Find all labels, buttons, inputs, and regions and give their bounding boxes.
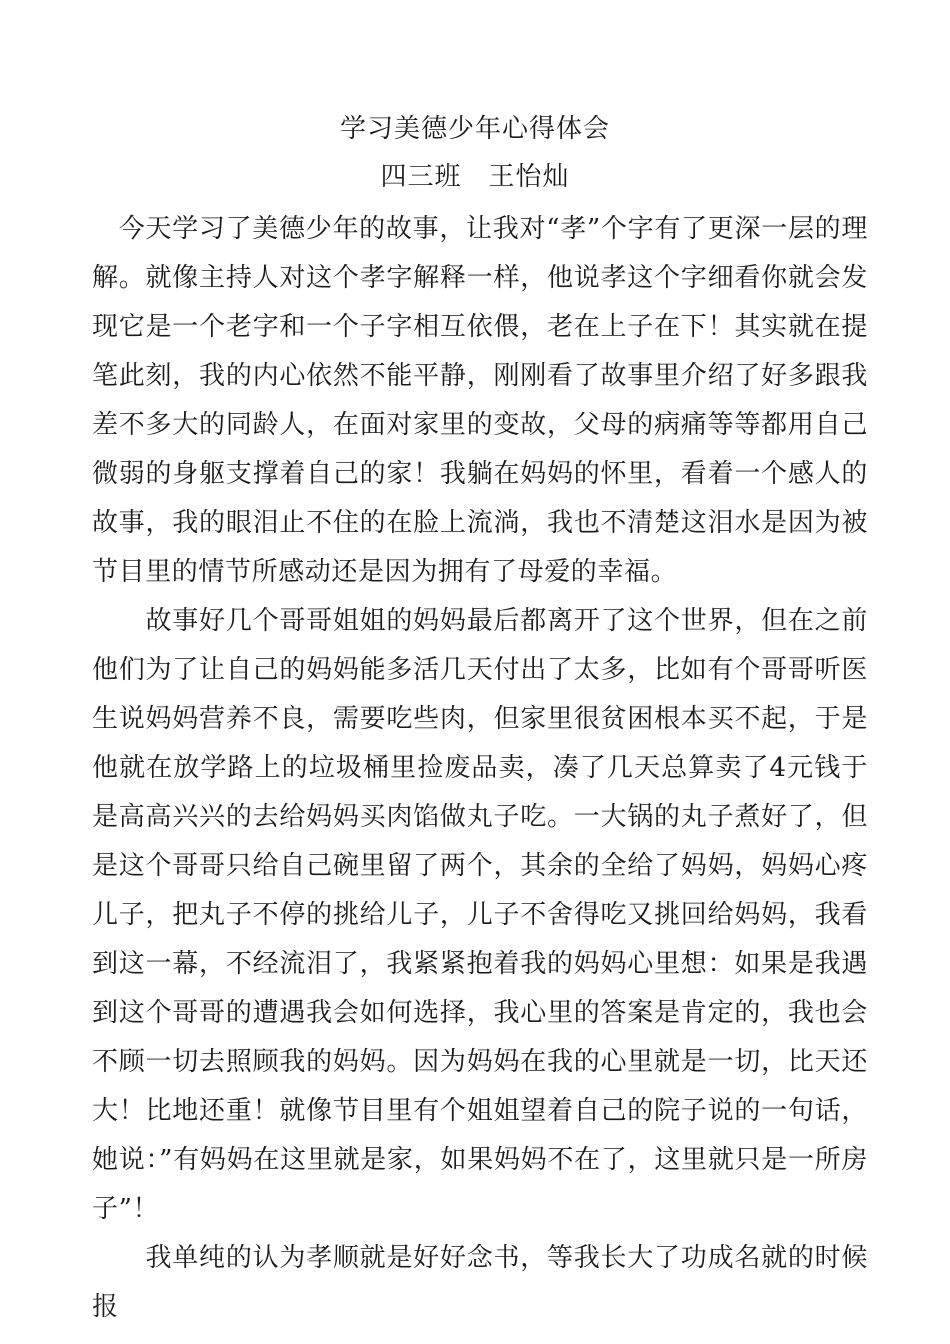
document-title: 学习美德少年心得体会 xyxy=(339,114,610,144)
paragraph-1: 今天学习了美德少年的故事，让我对“孝”个字有了更深一层的理解。就像主持人对这个孝字解释一样，他说孝这个字细看你就会发现它是一个老字和一个子字相互依偎，老在上子在下！其实就在提笔此刻，我的内心依然不能平静，刚刚看了故事里介绍了好多跟我差不多大的同龄人，在面对家里的变故，父母的病痛等等都用自己微弱的身躯支撑着自己的家！我躺在妈妈的怀里，看着一个感人的故事，我的眼泪止不住的在脸上流淌，我也不清楚这泪水是因为被节目里的情节所感动还是因为拥有了母爱的幸福。 xyxy=(92,214,868,587)
paragraph-2: 故事好几个哥哥姐姐的妈妈最后都离开了这个世界，但在之前他们为了让自己的妈妈能多活几天付出了太多，比如有个哥哥听医生说妈妈营养不良，需要吃些肉，但家里很贫困根本买不起，于是他就在放学路上的垃圾桶里捡废品卖，凑了几天总算卖了4元钱于是高高兴兴的去给妈妈买肉馅做丸子吃。一大锅的丸子煮好了，但是这个哥哥只给自己碗里留了两个，其余的全给了妈妈，妈妈心疼儿子，把丸子不停的挑给儿子，儿子不舍得吃又挑回给妈妈，我看到这一幕，不经流泪了，我紧紧抱着我的妈妈心里想：如果是我遇到这个哥哥的遭遇我会如何选择，我心里的答案是肯定的，我也会不顾一切去照顾我的妈妈。因为妈妈在我的心里就是一切，比天还大！比地还重！就像节目里有个姐姐望着自己的院子说的一句话，她说：”有妈妈在这里就是家，如果妈妈不在了，这里就只是一所房子”！ xyxy=(92,606,868,1224)
document-body xyxy=(92,205,868,1332)
author-byline: 四三班 王怡灿 xyxy=(380,162,570,192)
paragraph-3: 我单纯的认为孝顺就是好好念书，等我长大了功成名就的时候报 xyxy=(92,1243,868,1322)
